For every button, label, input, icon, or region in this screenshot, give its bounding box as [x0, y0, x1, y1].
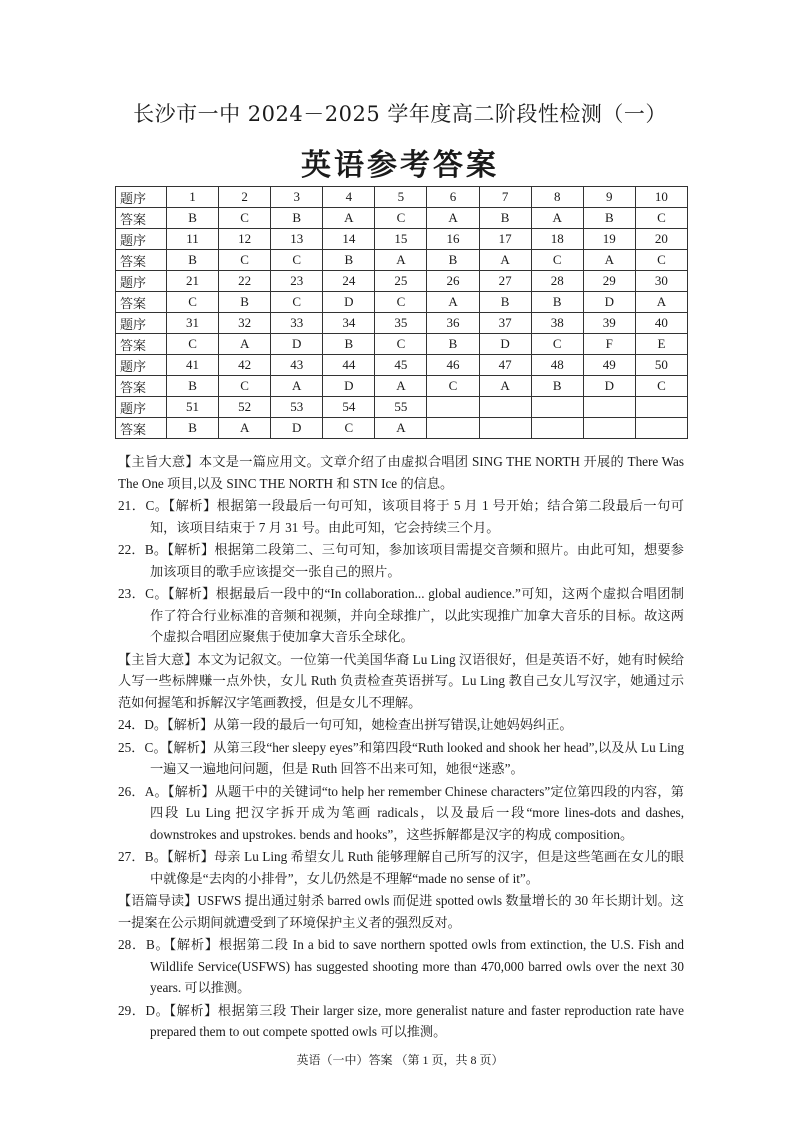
answer-cell: C	[635, 376, 687, 397]
row-label: 题序	[116, 313, 167, 334]
answer-cell: B	[167, 418, 219, 439]
question-number-cell	[531, 397, 583, 418]
answer-cell: B	[323, 250, 375, 271]
question-number-cell: 36	[427, 313, 479, 334]
answer-cell	[531, 418, 583, 439]
question-number-cell	[427, 397, 479, 418]
row-label: 题序	[116, 355, 167, 376]
answer-cell: A	[479, 250, 531, 271]
question-number-cell: 18	[531, 229, 583, 250]
question-number-cell: 37	[479, 313, 531, 334]
answer-cell: D	[583, 376, 635, 397]
question-number-cell: 38	[531, 313, 583, 334]
question-number-cell: 16	[427, 229, 479, 250]
question-number-cell: 41	[167, 355, 219, 376]
question-number-cell: 6	[427, 187, 479, 208]
answer-row	[116, 208, 688, 229]
passage-summary: 【主旨大意】本文是一篇应用文。文章介绍了由虚拟合唱团 SING THE NORTH 开展的 There Was The One 项目,以及 SINC THE NORTH 和 STN Ice 的信息。	[118, 454, 684, 491]
question-explanation: 25．C。【解析】从第三段“her sleepy eyes”和第四段“Ruth looked and shook her head”,以及从 Lu Ling 一遍又一遍地问问题，但是 Ruth 回答不出来可知，她很“迷惑”。	[118, 739, 684, 776]
answer-cell: C	[323, 418, 375, 439]
answer-table	[115, 186, 688, 439]
answer-cell: C	[531, 334, 583, 355]
question-explanation: 21．C。【解析】根据第一段最后一句可知，该项目将于 5 月 1 号开始；结合第二段最后一句可知，该项目结束于 7 月 31 号。由此可知，它会持续三个月。	[118, 498, 684, 535]
question-number-cell: 45	[375, 355, 427, 376]
answer-cell: A	[375, 250, 427, 271]
question-number-cell: 42	[219, 355, 271, 376]
question-number-cell: 24	[323, 271, 375, 292]
question-number-cell: 39	[583, 313, 635, 334]
question-number-cell: 49	[583, 355, 635, 376]
question-number-cell: 19	[583, 229, 635, 250]
passage-summary: 【主旨大意】本文为记叙文。一位第一代美国华裔 Lu Ling 汉语很好，但是英语不好，她有时候给人写一些标牌赚一点外快，女儿 Ruth 负责检查英语拼写。Lu Ling 教自己女儿写汉字，她通过示范如何握笔和拆解汉字笔画教授，但是女儿不理解。	[118, 651, 684, 710]
answer-cell: C	[375, 292, 427, 313]
question-number-row	[116, 229, 688, 250]
question-number-cell: 55	[375, 397, 427, 418]
page-title: 长沙市一中 2024－2025 学年度高二阶段性检测（一）	[133, 102, 667, 126]
question-number-cell: 48	[531, 355, 583, 376]
answer-cell	[479, 418, 531, 439]
question-explanation: 23．C。【解析】根据最后一段中的“In collaboration... global audience.”可知，这两个虚拟合唱团制作了符合行业标准的音频和视频，并向全球推广，以此实现推广加拿大音乐的目标。故这两个虚拟合唱团应聚焦于使加拿大音乐全球化。	[118, 586, 684, 644]
answer-cell: A	[479, 376, 531, 397]
question-number-cell: 2	[219, 187, 271, 208]
row-label: 题序	[116, 271, 167, 292]
answer-cell: B	[167, 250, 219, 271]
answer-cell: B	[167, 376, 219, 397]
question-number-cell: 11	[167, 229, 219, 250]
answer-cell: C	[271, 292, 323, 313]
answer-cell: B	[531, 376, 583, 397]
answer-cell: B	[531, 292, 583, 313]
question-number-cell: 14	[323, 229, 375, 250]
question-number-cell: 9	[583, 187, 635, 208]
answer-cell: B	[271, 208, 323, 229]
question-number-cell: 52	[219, 397, 271, 418]
question-number-cell: 7	[479, 187, 531, 208]
question-number-cell: 47	[479, 355, 531, 376]
question-number-cell: 34	[323, 313, 375, 334]
question-number-cell	[583, 397, 635, 418]
row-label: 答案	[116, 292, 167, 313]
question-number-row	[116, 271, 688, 292]
question-number-cell: 12	[219, 229, 271, 250]
answer-cell: C	[219, 208, 271, 229]
page-subtitle: 英语参考答案	[301, 148, 499, 183]
question-explanation: 27．B。【解析】母亲 Lu Ling 希望女儿 Ruth 能够理解自己所写的汉字，但是这些笔画在女儿的眼中就像是“去肉的小排骨”，女儿仍然是不理解“made no sense of it”。	[118, 849, 684, 886]
question-number-cell: 13	[271, 229, 323, 250]
answer-cell: C	[375, 334, 427, 355]
row-label: 答案	[116, 334, 167, 355]
row-label: 题序	[116, 187, 167, 208]
question-number-row	[116, 355, 688, 376]
answer-cell: F	[583, 334, 635, 355]
question-explanation: 29．D。【解析】根据第三段 Their larger size, more generalist nature and faster reproduction rate have prepared them to out compete spotted owls 可以推测。	[118, 1002, 684, 1039]
answer-cell: A	[271, 376, 323, 397]
question-explanation: 28．B。【解析】根据第二段 In a bid to save northern spotted owls from extinction, the U.S. Fish and Wildlife Service(USFWS) has suggested shooting more than 470,000 barred owls over the next 30 years. 可以推测。	[118, 937, 684, 995]
answer-cell: A	[375, 418, 427, 439]
answer-row	[116, 334, 688, 355]
answer-cell: B	[479, 208, 531, 229]
question-number-cell: 53	[271, 397, 323, 418]
answer-cell: C	[531, 250, 583, 271]
answer-cell: A	[635, 292, 687, 313]
question-number-cell: 31	[167, 313, 219, 334]
answer-cell	[583, 418, 635, 439]
answer-cell: A	[219, 418, 271, 439]
question-number-cell: 25	[375, 271, 427, 292]
passage-summary: 【语篇导读】USFWS 提出通过射杀 barred owls 而促进 spotted owls 数量增长的 30 年长期计划。这一提案在公示期间就遭受到了环境保护主义者的强烈反对。	[118, 893, 684, 930]
question-number-cell: 4	[323, 187, 375, 208]
answer-cell: D	[323, 292, 375, 313]
row-label: 答案	[116, 208, 167, 229]
question-number-cell: 30	[635, 271, 687, 292]
answer-cell: A	[427, 208, 479, 229]
question-number-cell: 29	[583, 271, 635, 292]
question-number-row	[116, 397, 688, 418]
answer-cell: D	[583, 292, 635, 313]
question-number-cell: 27	[479, 271, 531, 292]
question-number-cell: 40	[635, 313, 687, 334]
answer-cell: D	[323, 376, 375, 397]
explanations	[118, 451, 684, 1044]
question-number-cell: 51	[167, 397, 219, 418]
question-number-cell: 26	[427, 271, 479, 292]
answer-cell: A	[583, 250, 635, 271]
answer-row	[116, 250, 688, 271]
question-number-cell: 44	[323, 355, 375, 376]
answer-row	[116, 418, 688, 439]
answer-cell: A	[427, 292, 479, 313]
row-label: 题序	[116, 397, 167, 418]
answer-cell: C	[167, 334, 219, 355]
question-number-cell: 22	[219, 271, 271, 292]
answer-cell: D	[271, 334, 323, 355]
answer-cell: C	[427, 376, 479, 397]
answer-cell: C	[219, 250, 271, 271]
answer-cell: E	[635, 334, 687, 355]
answer-cell: A	[375, 376, 427, 397]
question-number-cell: 28	[531, 271, 583, 292]
answer-cell: A	[219, 334, 271, 355]
question-number-cell: 15	[375, 229, 427, 250]
answer-cell: C	[635, 250, 687, 271]
answer-cell: C	[167, 292, 219, 313]
answer-cell: A	[323, 208, 375, 229]
question-number-cell	[635, 397, 687, 418]
question-number-cell: 8	[531, 187, 583, 208]
question-number-cell: 33	[271, 313, 323, 334]
row-label: 答案	[116, 250, 167, 271]
answer-cell: B	[427, 250, 479, 271]
page-footer: 英语（一中）答案 （第 1 页，共 8 页）	[296, 1053, 504, 1067]
question-number-cell: 23	[271, 271, 323, 292]
answer-cell: C	[271, 250, 323, 271]
question-number-cell: 1	[167, 187, 219, 208]
question-number-cell	[479, 397, 531, 418]
answer-cell: D	[479, 334, 531, 355]
answer-cell: C	[635, 208, 687, 229]
question-number-cell: 5	[375, 187, 427, 208]
question-number-cell: 10	[635, 187, 687, 208]
question-number-cell: 54	[323, 397, 375, 418]
row-label: 答案	[116, 376, 167, 397]
row-label: 答案	[116, 418, 167, 439]
answer-cell: B	[427, 334, 479, 355]
question-number-cell: 46	[427, 355, 479, 376]
answer-cell: B	[323, 334, 375, 355]
question-number-row	[116, 313, 688, 334]
question-explanation: 22．B。【解析】根据第二段第二、三句可知，参加该项目需提交音频和照片。由此可知，想要参加该项目的歌手应该提交一张自己的照片。	[118, 542, 684, 579]
answer-row	[116, 376, 688, 397]
question-number-row	[116, 187, 688, 208]
answer-cell: C	[375, 208, 427, 229]
answer-cell: D	[271, 418, 323, 439]
answer-cell	[635, 418, 687, 439]
question-number-cell: 21	[167, 271, 219, 292]
answer-cell: B	[219, 292, 271, 313]
question-number-cell: 43	[271, 355, 323, 376]
question-number-cell: 17	[479, 229, 531, 250]
answer-cell: B	[479, 292, 531, 313]
answer-cell: B	[167, 208, 219, 229]
answer-cell: B	[583, 208, 635, 229]
question-number-cell: 50	[635, 355, 687, 376]
answer-cell: A	[531, 208, 583, 229]
answer-row	[116, 292, 688, 313]
question-explanation: 26．A。【解析】从题干中的关键词“to help her remember Chinese characters”定位第四段的内容，第四段 Lu Ling 把汉字拆开成为笔画 radicals，以及最后一段“more lines-dots and dashes, downstrokes and upstrokes. bends and hooks”，这些拆解都是汉字的构成 composition。	[118, 783, 684, 842]
question-explanation: 24．D。【解析】从第一段的最后一句可知，她检查出拼写错误,让她妈妈纠正。	[118, 717, 573, 732]
answer-cell	[427, 418, 479, 439]
question-number-cell: 32	[219, 313, 271, 334]
question-number-cell: 35	[375, 313, 427, 334]
question-number-cell: 3	[271, 187, 323, 208]
question-number-cell: 20	[635, 229, 687, 250]
row-label: 题序	[116, 229, 167, 250]
answer-cell: C	[219, 376, 271, 397]
